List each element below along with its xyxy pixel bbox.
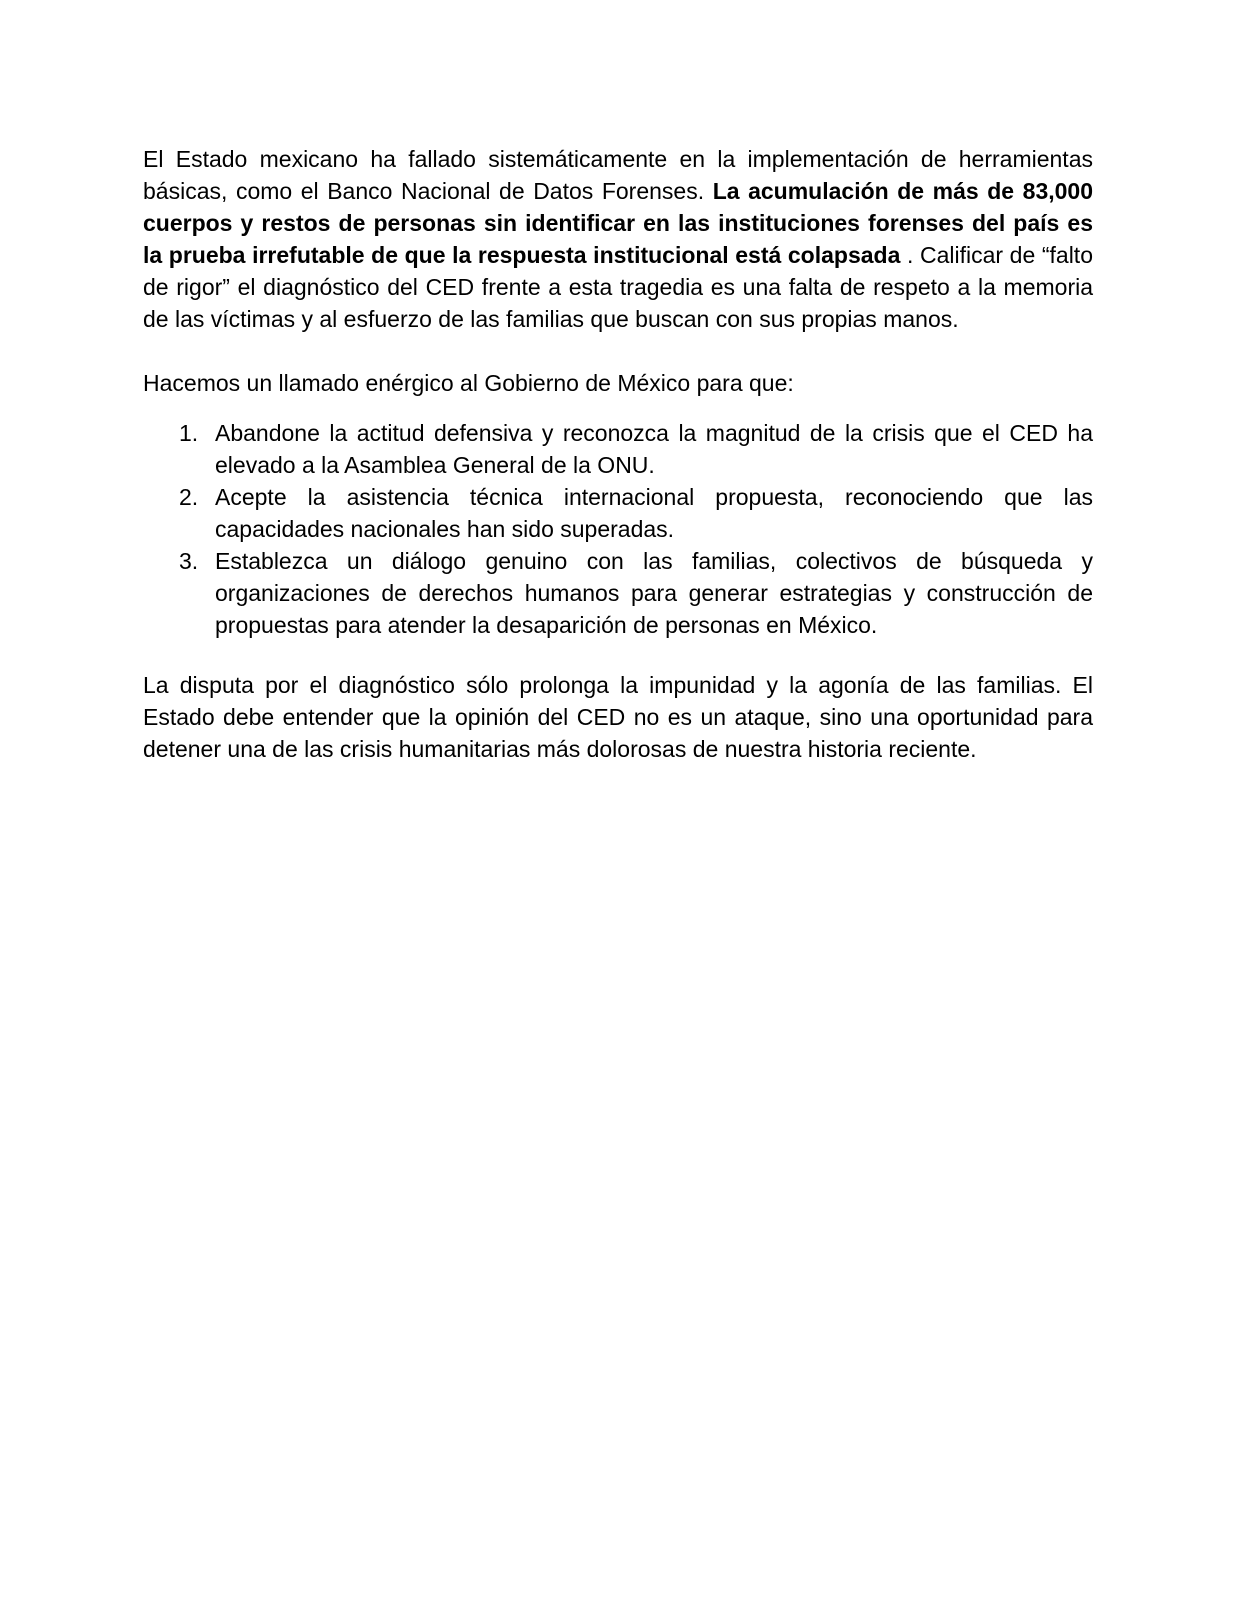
paragraph-call-to-government: Hacemos un llamado enérgico al Gobierno de México para que: [143, 370, 794, 396]
list-item-1-number: 1. [179, 420, 199, 446]
list-item-2 [143, 481, 1093, 545]
list-item-2-text: Acepte la asistencia técnica internacional propuesta, reconociendo que las capacidades nacionales han sido superadas. [215, 484, 1093, 542]
list-item-2-number: 2. [179, 484, 199, 510]
list-item-3 [143, 545, 1093, 641]
paragraph-intro [143, 143, 1093, 335]
paragraph-closing: La disputa por el diagnóstico sólo prolonga la impunidad y la agonía de las familias. El Estado debe entender que la opinión del CED no es un ataque, sino una oportunidad para detener una de las crisis humanitarias más dolorosas de nuestra historia reciente. [143, 672, 1093, 762]
document-content [143, 143, 1093, 765]
list-item-3-number: 3. [179, 548, 199, 574]
intro-text-end: . Calificar de “falto de rigor” el diagnóstico del CED frente a esta tragedia es una falta de respeto a la memoria de las víctimas y al esfuerzo de las familias que buscan con sus propias manos. [143, 242, 1093, 332]
intro-text-bold: La acumulación de más de 83,000 cuerpos y restos de personas sin identificar en las instituciones forenses del país es la prueba irrefutable de que la respuesta institucional está colapsada [143, 178, 1094, 268]
list-item-1-text: Abandone la actitud defensiva y reconozca la magnitud de la crisis que el CED ha elevado a la Asamblea General de la ONU. [215, 420, 1093, 478]
list-item-3-text: Establezca un diálogo genuino con las familias, colectivos de búsqueda y organizaciones de derechos humanos para generar estrategias y construcción de propuestas para atender la desaparición de personas en México. [215, 548, 1093, 638]
intro-text-start: El Estado mexicano ha fallado sistemáticamente en la implementación de herramientas básicas, como el Banco Nacional de Datos Forenses. [143, 146, 1093, 204]
list-item-1 [143, 417, 1093, 481]
demands-list [143, 417, 1093, 641]
